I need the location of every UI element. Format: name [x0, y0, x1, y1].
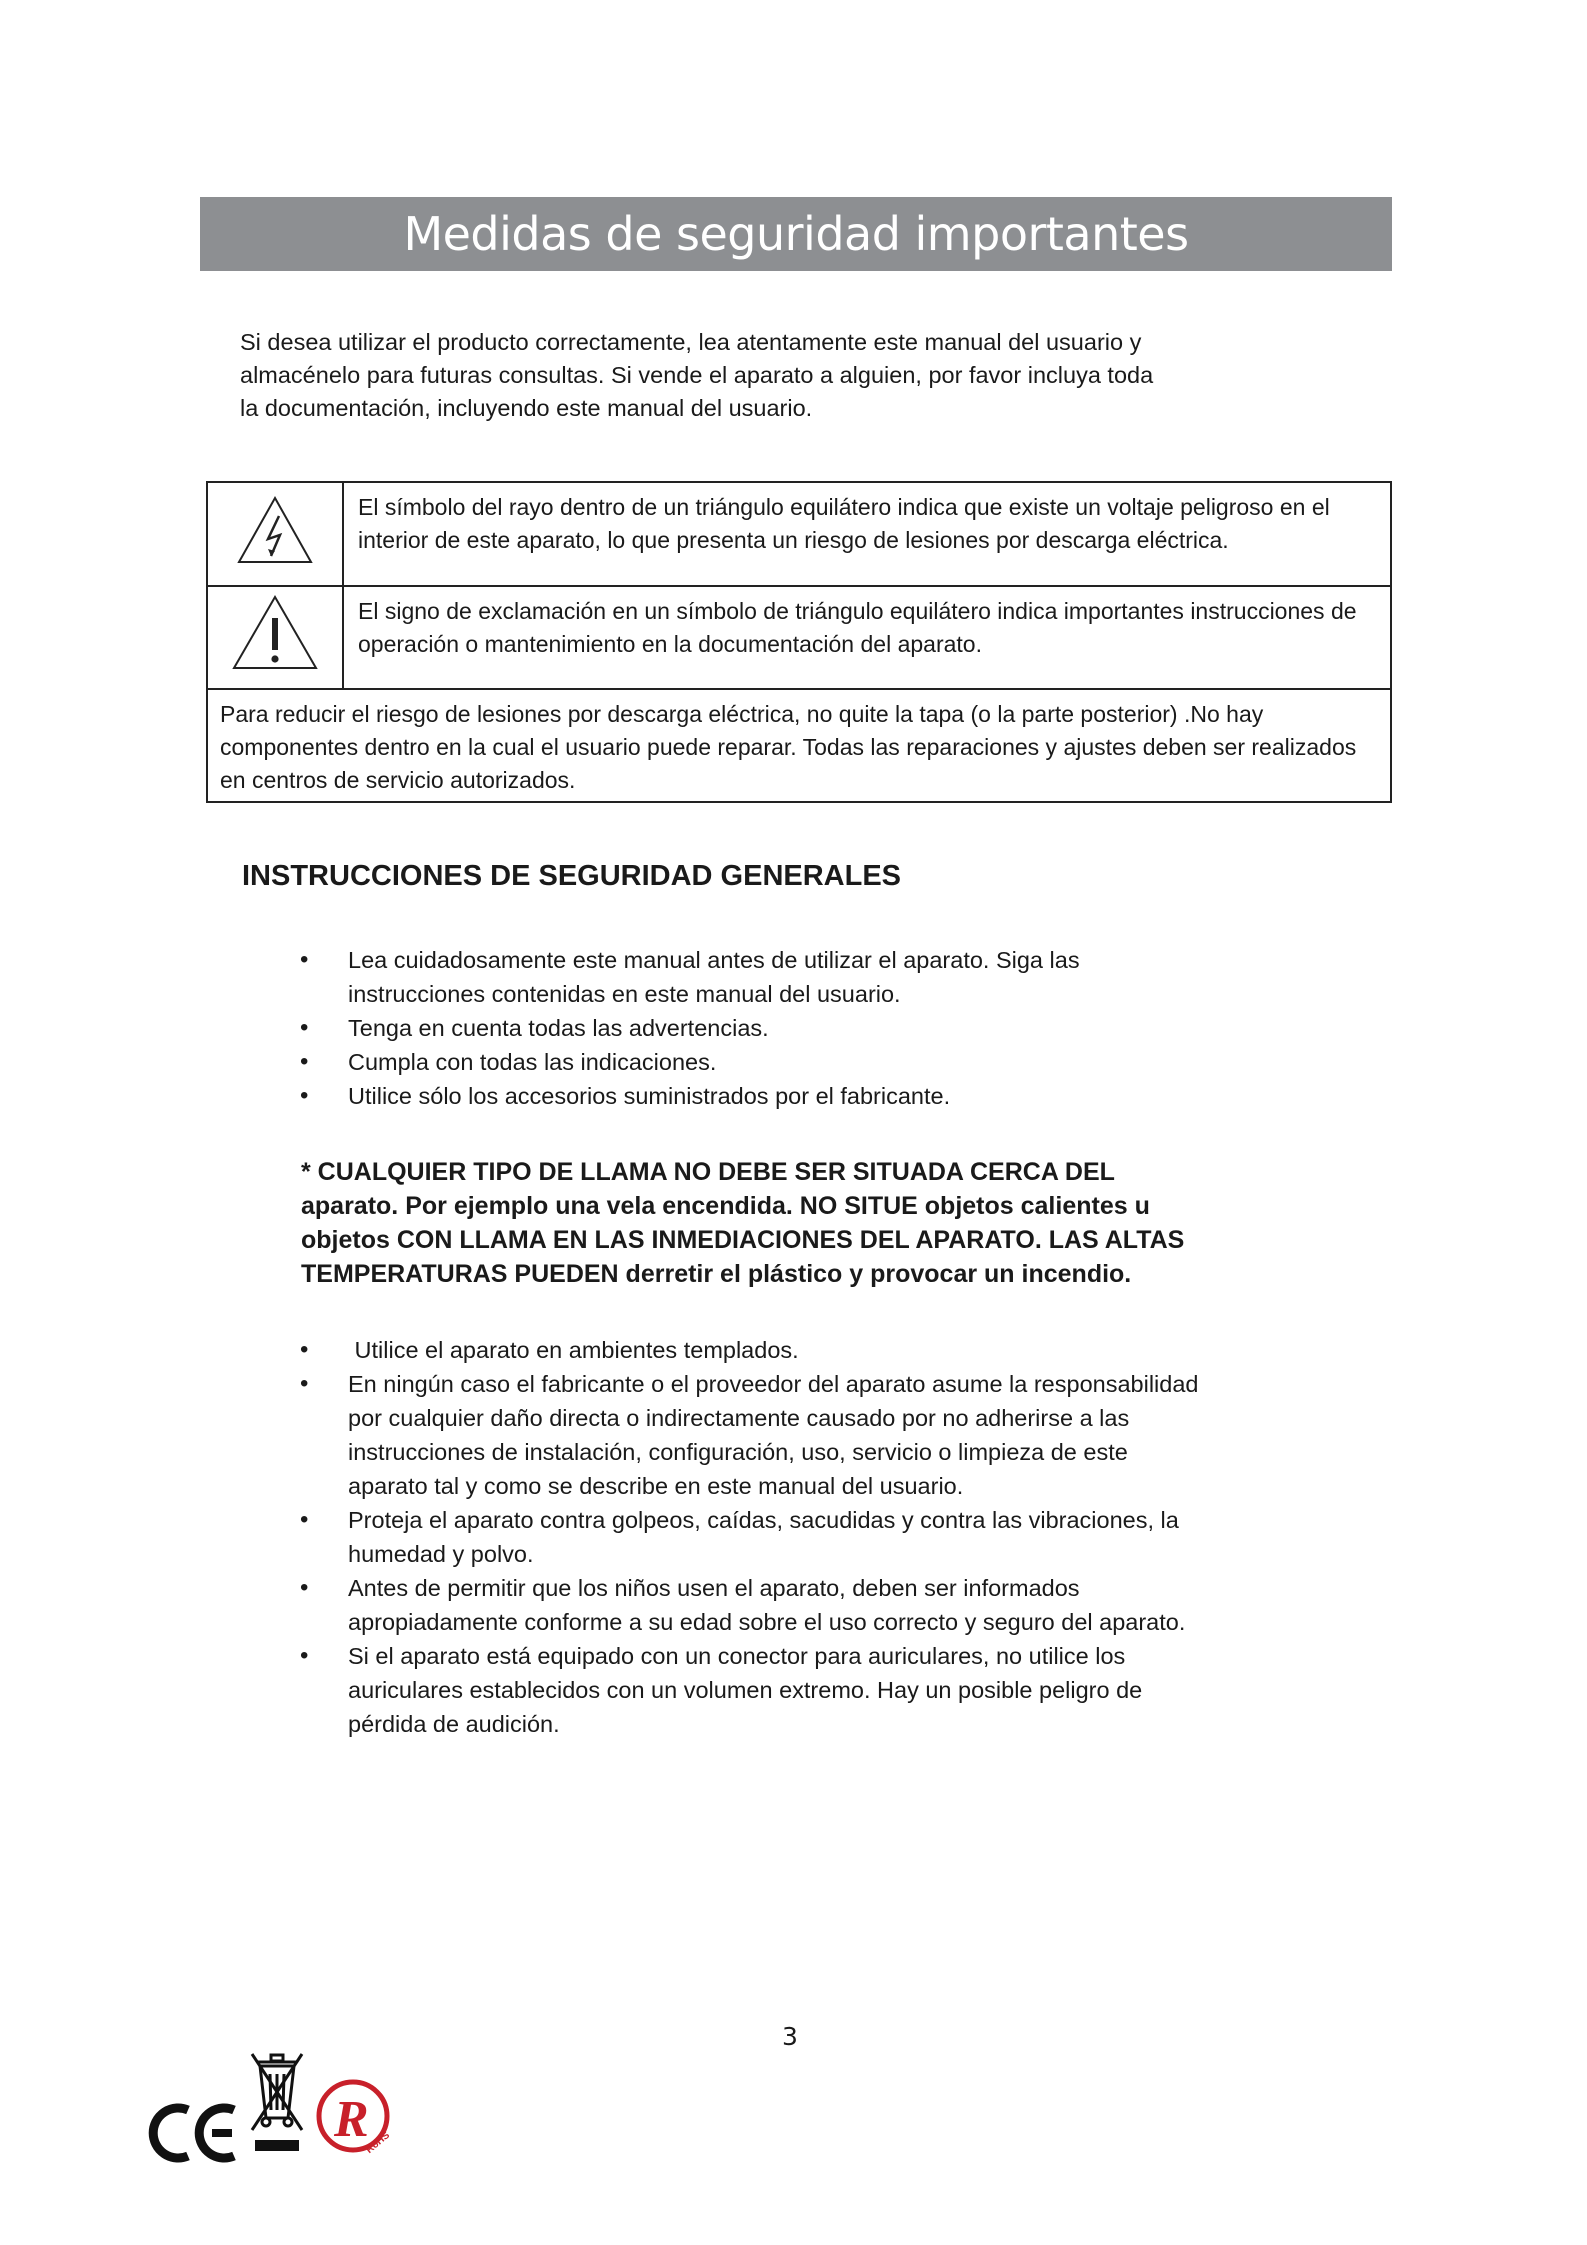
svg-text:R: R — [334, 2091, 369, 2148]
svg-text:RoHS: RoHS — [364, 2129, 392, 2156]
list-item: • Si el aparato está equipado con un conector para auriculares, no utilice los auriculares establecidos con un volumen extremo. Hay un posible peligro de pérdida de audición. — [300, 1639, 1210, 1741]
cover-warning-text: Para reducir el riesgo de lesiones por descarga eléctrica, no quite la tapa (o la parte posterior) .No hay componentes dentro en la cual el usuario puede reparar. Todas las reparaciones y ajustes deben ser realizados en centros de servicio autorizados. — [207, 689, 1391, 802]
rohs-icon — [319, 2082, 392, 2156]
exclamation-symbol-cell — [207, 586, 343, 689]
exclamation-triangle-icon — [230, 594, 320, 672]
list-item: • Utilice el aparato en ambientes templados. — [300, 1333, 1210, 1367]
section-heading: INSTRUCCIONES DE SEGURIDAD GENERALES — [242, 860, 902, 892]
list-item: • En ningún caso el fabricante o el proveedor del aparato asume la responsabilidad por cualquier daño directa o indirectamente causado por no adherirse a las instrucciones de instalación, configuración, uso, servicio o limpieza de este aparato tal y como se describe en este manual del usuario. — [300, 1367, 1210, 1503]
page-number: 3 — [782, 2022, 798, 2051]
list-item: • Antes de permitir que los niños usen el aparato, deben ser informados apropiadamente conforme a su edad sobre el uso correcto y seguro del aparato. — [300, 1571, 1210, 1639]
list-item: • Tenga en cuenta todas las advertencias. — [300, 1011, 1210, 1045]
weee-crossed-bin-icon — [252, 2054, 302, 2151]
additional-instructions-list — [300, 1333, 1210, 1741]
page-title: Medidas de seguridad importantes — [403, 207, 1189, 261]
list-item: • Cumpla con todas las indicaciones. — [300, 1045, 1210, 1079]
intro-paragraph: Si desea utilizar el producto correctamente, lea atentamente este manual del usuario y almacénelo para futuras consultas. Si vende el aparato a alguien, por favor incluya toda la documentación, incluyendo este manual del usuario. — [240, 329, 1154, 421]
list-item: • Proteja el aparato contra golpeos, caídas, sacudidas y contra las vibraciones, la humedad y polvo. — [300, 1503, 1210, 1571]
certification-logos — [140, 2048, 430, 2183]
list-item: • Lea cuidadosamente este manual antes de utilizar el aparato. Siga las instrucciones contenidas en este manual del usuario. — [300, 943, 1210, 1011]
warning-symbols-table — [206, 481, 1392, 803]
lightning-description: El símbolo del rayo dentro de un triángulo equilátero indica que existe un voltaje peligroso en el interior de este aparato, lo que presenta un riesgo de lesiones por descarga eléctrica. — [343, 482, 1391, 586]
lightning-symbol-cell — [207, 482, 343, 586]
page-title-banner — [200, 197, 1392, 271]
lightning-triangle-icon — [235, 494, 315, 566]
list-item: • Utilice sólo los accesorios suministrados por el fabricante. — [300, 1079, 1210, 1113]
flame-warning: * CUALQUIER TIPO DE LLAMA NO DEBE SER SITUADA CERCA DEL aparato. Por ejemplo una vela encendida. NO SITUE objetos calientes u objetos CON LLAMA EN LAS INMEDIACIONES DEL APARATO. LAS ALTAS TEMPERATURAS PUEDEN derretir el plástico y provocar un incendio. — [301, 1158, 1185, 1288]
exclamation-description: El signo de exclamación en un símbolo de triángulo equilátero indica importantes instrucciones de operación o mantenimiento en la documentación del aparato. — [343, 586, 1391, 689]
ce-mark-icon — [153, 2108, 234, 2158]
general-instructions-list — [300, 943, 1210, 1113]
